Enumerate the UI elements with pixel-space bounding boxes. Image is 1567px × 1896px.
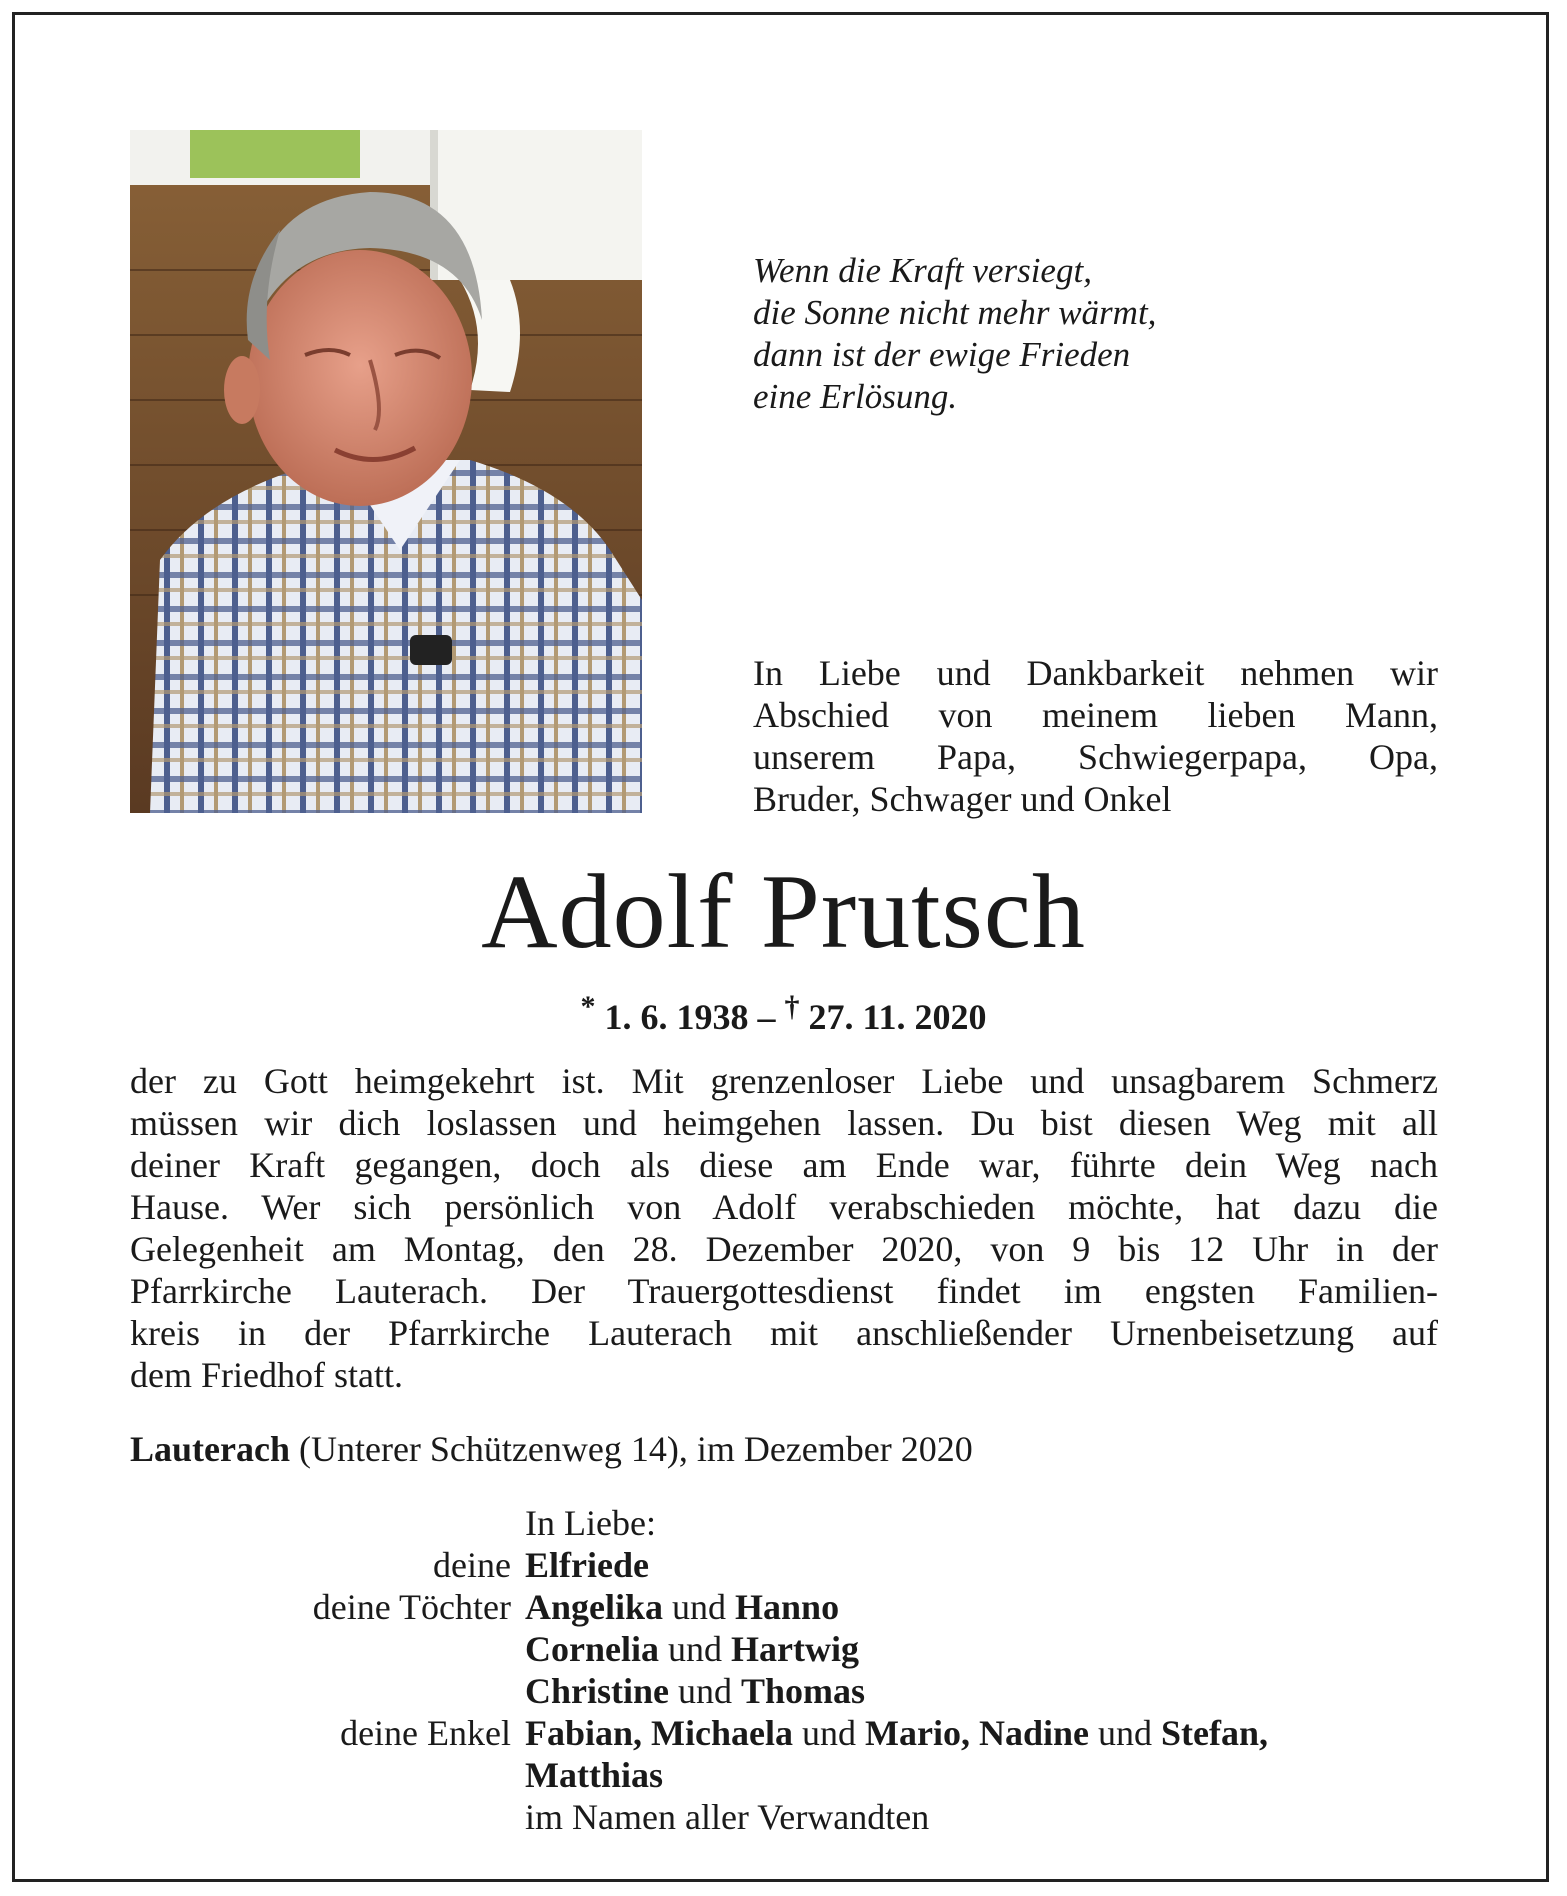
partner-name: Hanno [735,1587,840,1627]
daughter-row [130,1628,1438,1670]
quote-line: eine Erlösung. [753,377,958,416]
and-word: und [802,1713,856,1753]
grandchild-names: Matthias [525,1755,663,1795]
deceased-name: Adolf Prutsch [481,853,1086,970]
grandchild-names: Stefan, [1160,1713,1268,1753]
text-line: dem Friedhof statt. [130,1355,403,1395]
place-and-date [130,1428,973,1470]
daughter-row [130,1670,1438,1712]
wife-name: Elfriede [525,1545,649,1585]
daughter-row [130,1586,1438,1628]
date-separator: – [757,997,776,1037]
grandchildren-row-2 [130,1754,1438,1796]
wife-row [130,1544,1438,1586]
quote-line: die Sonne nicht mehr wärmt, [753,293,1157,332]
text-line: Pfarrkirche Lauterach. Der Trauergottesdienst findet im engsten Familien- [130,1271,1438,1311]
daughter-name: Angelika [525,1587,664,1627]
closing-line: im Namen aller Verwandten [525,1797,930,1837]
signers-heading: In Liebe: [525,1503,656,1543]
birth-date: 1. 6. 1938 [604,997,749,1037]
intro-line: In Liebe und Dankbarkeit nehmen wir [753,653,1438,693]
intro-line: unserem Papa, Schwiegerpapa, Opa, [753,737,1438,777]
grandchildren-label: deine Enkel [340,1713,511,1753]
and-word: und [667,1629,722,1669]
memorial-quote [753,250,1353,418]
life-dates [0,985,1567,1039]
mourners-list [130,1502,1438,1838]
death-date: 27. 11. 2020 [808,997,987,1037]
daughter-name: Cornelia [525,1629,659,1669]
text-line: müssen wir dich loslassen und heimgehen lassen. Du bist diesen Weg mit all [130,1103,1438,1143]
closing-row [130,1796,1438,1838]
grandchild-names: Fabian, Michaela [525,1713,793,1753]
daughters-label: deine Töchter [312,1587,511,1627]
intro-paragraph [753,652,1438,820]
partner-name: Hartwig [730,1629,859,1669]
daughter-name: Christine [525,1671,669,1711]
intro-line: Abschied von meinem lieben Mann, [753,695,1438,735]
and-word: und [678,1671,732,1711]
and-word: und [1097,1713,1152,1753]
text-line: der zu Gott heimgekehrt ist. Mit grenzenloser Liebe und unsagbarem Schmerz [130,1061,1438,1101]
text-line: Hause. Wer sich persönlich von Adolf verabschieden möchte, hat dazu die [130,1187,1438,1227]
and-word: und [672,1587,727,1627]
grandchildren-row [130,1712,1438,1754]
birth-symbol: * [580,990,596,1023]
intro-line: Bruder, Schwager und Onkel [753,779,1172,819]
text-line: deiner Kraft gegangen, doch als diese am Ende war, führte dein Weg nach [130,1145,1438,1185]
address-date: (Unterer Schützenweg 14), im Dezember 2020 [289,1429,973,1469]
grandchild-names: Mario, Nadine [865,1713,1089,1753]
wife-label: deine [433,1545,511,1585]
text-line: Gelegenheit am Montag, den 28. Dezember 2020, von 9 bis 12 Uhr in der [130,1229,1438,1269]
death-symbol: † [784,990,800,1023]
partner-name: Thomas [741,1671,866,1711]
text-line: kreis in der Pfarrkirche Lauterach mit anschließender Urnenbeisetzung auf [130,1313,1438,1353]
portrait-photo [130,130,642,813]
obituary-text [130,1060,1438,1396]
town-name: Lauterach [130,1429,290,1469]
quote-line: dann ist der ewige Frieden [753,335,1131,374]
signers-heading-row [130,1502,1438,1544]
quote-line: Wenn die Kraft versiegt, [753,251,1092,290]
